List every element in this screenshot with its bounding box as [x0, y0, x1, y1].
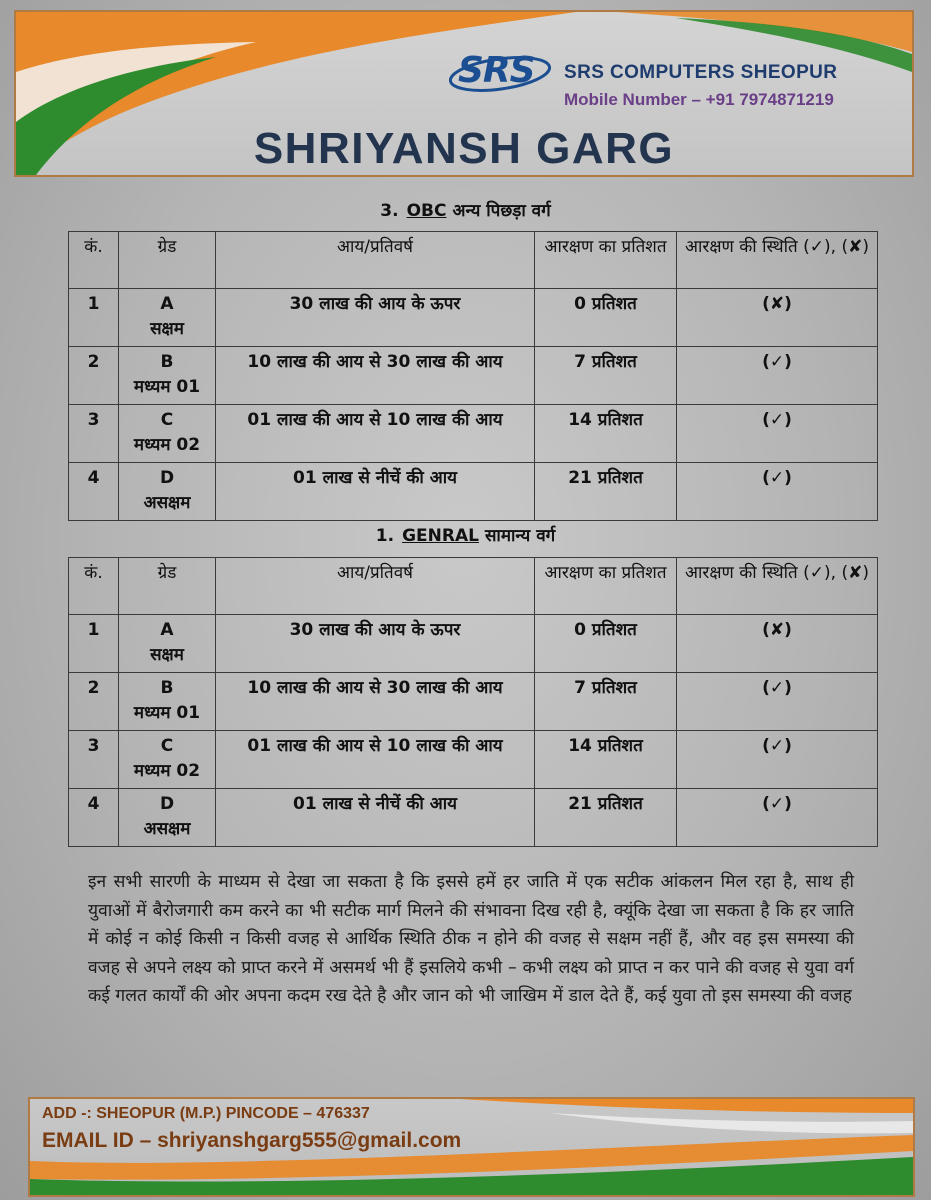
cell-percent: 0 प्रतिशत — [535, 289, 677, 347]
cell-percent: 14 प्रतिशत — [535, 405, 677, 463]
cell-percent: 21 प्रतिशत — [535, 463, 677, 521]
email-text: EMAIL ID – shriyanshgarg555@gmail.com — [42, 1129, 462, 1152]
grade-letter: D — [159, 468, 175, 488]
col-header-status: आरक्षण की स्थिति (✓), (✘) — [677, 232, 878, 289]
col-header-sn: कं. — [69, 558, 119, 615]
letterhead-footer — [28, 1097, 915, 1197]
section-title-hi: अन्य पिछड़ा वर्ग — [452, 201, 551, 221]
general-reservation-table — [68, 557, 878, 847]
grade-name: असक्षम — [143, 819, 191, 839]
cell-status: (✓) — [677, 673, 878, 731]
grade-letter: A — [160, 620, 174, 640]
cell-status: (✓) — [677, 789, 878, 847]
letterhead-header — [14, 10, 914, 177]
cell-grade — [119, 615, 216, 673]
col-header-income: आय/प्रतिवर्ष — [216, 232, 535, 289]
cell-percent: 0 प्रतिशत — [535, 615, 677, 673]
cell-percent: 7 प्रतिशत — [535, 673, 677, 731]
cell-income: 01 लाख से नीचें की आय — [216, 463, 535, 521]
cell-grade — [119, 347, 216, 405]
table-header-row — [69, 232, 878, 289]
table-header-row — [69, 558, 878, 615]
cell-status: (✓) — [677, 347, 878, 405]
cell-status: (✓) — [677, 463, 878, 521]
col-header-percent: आरक्षण का प्रतिशत — [535, 232, 677, 289]
cell-percent: 21 प्रतिशत — [535, 789, 677, 847]
grade-letter: B — [160, 352, 174, 372]
cell-status: (✓) — [677, 731, 878, 789]
cell-percent: 7 प्रतिशत — [535, 347, 677, 405]
grade-letter: D — [159, 794, 175, 814]
col-header-status: आरक्षण की स्थिति (✓), (✘) — [677, 558, 878, 615]
cell-grade — [119, 463, 216, 521]
grade-letter: B — [160, 678, 174, 698]
cell-sn: 1 — [69, 289, 119, 347]
srs-logo — [448, 48, 556, 94]
cell-sn: 1 — [69, 615, 119, 673]
grade-letter: C — [160, 410, 174, 430]
person-name: SHRIYANSH GARG — [253, 124, 675, 173]
grade-name: सक्षम — [150, 645, 184, 665]
table-row — [69, 673, 878, 731]
logo-text: SRS — [458, 50, 535, 91]
cell-grade — [119, 289, 216, 347]
col-header-grade: ग्रेड — [119, 558, 216, 615]
cell-sn: 3 — [69, 405, 119, 463]
col-header-grade: ग्रेड — [119, 232, 216, 289]
table-row — [69, 615, 878, 673]
cell-grade — [119, 731, 216, 789]
grade-letter: C — [160, 736, 174, 756]
cell-status: (✘) — [677, 615, 878, 673]
grade-name: मध्यम 02 — [133, 761, 201, 781]
section-number: 1. — [375, 526, 395, 546]
general-section-title — [0, 523, 931, 546]
table-row — [69, 405, 878, 463]
section-title-en: GENRAL — [402, 526, 479, 546]
col-header-income: आय/प्रतिवर्ष — [216, 558, 535, 615]
obc-reservation-table — [68, 231, 878, 521]
cell-income: 01 लाख की आय से 10 लाख की आय — [216, 731, 535, 789]
col-header-percent: आरक्षण का प्रतिशत — [535, 558, 677, 615]
grade-name: मध्यम 01 — [133, 377, 201, 397]
grade-name: मध्यम 01 — [133, 703, 201, 723]
table-row — [69, 347, 878, 405]
section-number: 3. — [380, 201, 399, 221]
cell-grade — [119, 789, 216, 847]
cell-income: 30 लाख की आय के ऊपर — [216, 615, 535, 673]
grade-name: मध्यम 02 — [133, 435, 201, 455]
cell-sn: 3 — [69, 731, 119, 789]
section-title-hi: सामान्य वर्ग — [484, 526, 556, 546]
cell-sn: 2 — [69, 347, 119, 405]
cell-status: (✘) — [677, 289, 878, 347]
cell-income: 30 लाख की आय के ऊपर — [216, 289, 535, 347]
obc-section-title — [0, 198, 931, 221]
cell-percent: 14 प्रतिशत — [535, 731, 677, 789]
table-row — [69, 289, 878, 347]
address-text: ADD -: SHEOPUR (M.P.) PINCODE – 476337 — [42, 1105, 370, 1122]
cell-income: 01 लाख की आय से 10 लाख की आय — [216, 405, 535, 463]
cell-income: 01 लाख से नीचें की आय — [216, 789, 535, 847]
col-header-sn: कं. — [69, 232, 119, 289]
cell-status: (✓) — [677, 405, 878, 463]
cell-sn: 2 — [69, 673, 119, 731]
section-title-en: OBC — [406, 201, 447, 221]
cell-grade — [119, 405, 216, 463]
grade-letter: A — [160, 294, 174, 314]
cell-grade — [119, 673, 216, 731]
cell-sn: 4 — [69, 789, 119, 847]
table-row — [69, 731, 878, 789]
table-row — [69, 463, 878, 521]
mobile-number: Mobile Number – +91 7974871219 — [564, 90, 834, 109]
company-name: SRS COMPUTERS SHEOPUR — [564, 62, 838, 83]
cell-income: 10 लाख की आय से 30 लाख की आय — [216, 347, 535, 405]
grade-name: सक्षम — [150, 319, 184, 339]
body-paragraph: इन सभी सारणी के माध्यम से देखा जा सकता है कि इससे हमें हर जाति में एक सटीक आंकलन मिल रहा है, साथ ही युवाओं में बैरोजगारी कम करने का भी सटीक मार्ग मिलने की संभावना दिख रही है, क्यूंकि देखा जा सकता है कि हर जाति में कोई न कोई किसी न किसी वजह से आर्थिक स्थिति ठीक न होने की वजह से सक्षम नहीं हैं, और वह इस समस्या की वजह से अपने लक्ष्य को प्राप्त करने में असमर्थ भी हैं इसलिये कभी – कभी लक्ष्य को प्राप्त न कर पाने की वजह से युवा वर्ग कई गलत कार्यों की ओर अपना कदम रख देते है और जान को भी जाखिम में डाल देते हैं, कई युवा तो इस समस्या की वजह — [88, 872, 854, 1007]
cell-sn: 4 — [69, 463, 119, 521]
grade-name: असक्षम — [143, 493, 191, 513]
table-row — [69, 789, 878, 847]
cell-income: 10 लाख की आय से 30 लाख की आय — [216, 673, 535, 731]
